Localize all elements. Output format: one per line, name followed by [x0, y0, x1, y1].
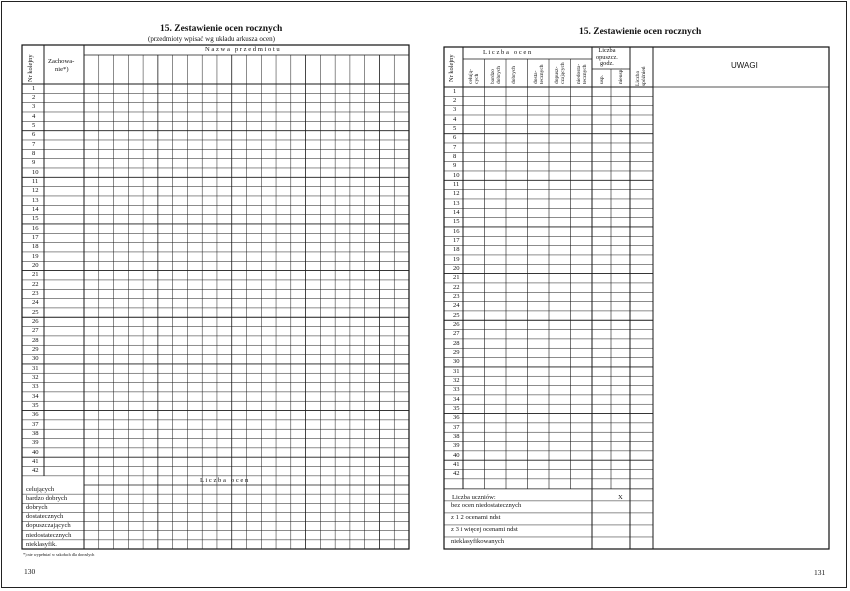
row-number: 16 — [453, 227, 460, 235]
row-number: 13 — [453, 199, 460, 207]
grade-column-label: niedosta- tecznych — [575, 63, 588, 84]
row-number: 38 — [453, 433, 460, 440]
hours-column-label: nieusp. — [618, 68, 624, 84]
row-number: 36 — [32, 411, 39, 419]
row-number: 31 — [32, 364, 39, 372]
row-number: 37 — [453, 423, 460, 431]
summary-label: bez ocen niedostatecznych — [451, 502, 522, 510]
row-number: 14 — [32, 206, 39, 214]
row-number: 26 — [453, 321, 460, 329]
row-number: 12 — [32, 187, 39, 195]
summary-label: nieklasyfikowanych — [451, 538, 505, 546]
right-summary-students: Liczba uczniów: — [452, 494, 496, 501]
grade-column-label: dopusz- czających — [554, 62, 566, 84]
row-number: 32 — [453, 377, 460, 385]
row-number: 4 — [32, 112, 36, 120]
grade-column-label: dosta- tecznych — [532, 64, 545, 84]
row-number: 2 — [32, 94, 36, 102]
summary-label: dostatecznych — [26, 513, 64, 521]
summary-label: z 1 2 ocenami ndst — [451, 514, 501, 522]
row-number: 23 — [32, 290, 39, 298]
row-number: 20 — [32, 262, 39, 270]
row-number: 29 — [32, 346, 39, 354]
right-header-grades: L i c z b a o c e n — [483, 49, 532, 56]
row-number: 10 — [32, 168, 39, 176]
row-number: 3 — [453, 106, 457, 114]
row-number: 13 — [32, 196, 39, 204]
left-header-grades: L i c z b a o c e n — [200, 477, 249, 484]
left-col-behavior-1: Zachowa- — [48, 58, 75, 65]
summary-label: dobrych — [26, 504, 48, 512]
row-number: 32 — [32, 374, 39, 382]
row-number: 25 — [32, 308, 39, 316]
left-subtitle: (przedmioty wpisać wg układu arkusza ocen) — [148, 35, 275, 43]
row-number: 35 — [453, 405, 460, 413]
row-number: 19 — [453, 255, 460, 263]
hours-column-label: usp. — [599, 74, 605, 84]
summary-label: z 3 i więcej ocenami ndst — [451, 526, 518, 534]
row-number: 18 — [453, 246, 460, 254]
left-header-subjects: N a z w a p r z e d m i o t u — [205, 46, 280, 53]
row-number: 3 — [32, 103, 36, 111]
row-number: 28 — [32, 336, 39, 344]
right-header-hours: Liczba opuszcz. godz. — [596, 47, 618, 67]
row-number: 28 — [453, 339, 460, 347]
right-page-number: 131 — [814, 568, 826, 577]
row-number: 12 — [453, 190, 460, 198]
row-number: 18 — [32, 243, 39, 251]
right-col-late: Liczba spóźnień — [635, 66, 647, 86]
right-col-remarks: UWAGI — [731, 61, 758, 70]
row-number: 39 — [453, 442, 460, 450]
row-number: 15 — [32, 215, 39, 223]
row-number: 36 — [453, 414, 460, 422]
row-number: 42 — [453, 470, 460, 478]
row-number: 14 — [453, 209, 460, 217]
row-number: 7 — [32, 140, 36, 148]
row-number: 5 — [453, 125, 457, 133]
row-number: 42 — [32, 467, 39, 475]
left-footnote: *) nie wypełniać w szkołach dla dorosłych — [23, 552, 95, 557]
right-title: 15. Zestawienie ocen rocznych — [579, 27, 702, 37]
row-number: 7 — [453, 143, 457, 151]
row-number: 24 — [32, 299, 39, 307]
summary-label: niedostatecznych — [26, 531, 72, 539]
row-number: 10 — [453, 171, 460, 179]
row-number: 20 — [453, 265, 460, 273]
right-summary-mark: X — [618, 494, 623, 501]
row-number: 30 — [453, 358, 460, 366]
left-col-nr-label: Nr kolejny — [27, 54, 34, 82]
summary-label: bardzo dobrych — [26, 495, 68, 503]
row-number: 16 — [32, 224, 39, 232]
summary-label: nieklasyfik. — [26, 540, 57, 548]
row-number: 9 — [453, 162, 457, 170]
row-number: 22 — [453, 283, 460, 291]
right-col-nr-label: Nr kolejny — [448, 54, 455, 82]
row-number: 25 — [453, 311, 460, 319]
row-number: 34 — [453, 395, 460, 403]
row-number: 11 — [32, 178, 39, 186]
row-number: 9 — [32, 159, 36, 167]
grade-column-label: dobrych — [511, 65, 517, 84]
row-number: 35 — [32, 402, 39, 410]
row-number: 27 — [453, 330, 460, 338]
left-col-behavior-2: nie*) — [55, 66, 69, 73]
row-number: 17 — [453, 237, 460, 245]
row-number: 34 — [32, 392, 39, 400]
summary-label: dopuszczających — [26, 522, 71, 530]
row-number: 11 — [453, 181, 460, 189]
row-number: 8 — [32, 150, 36, 158]
row-number: 24 — [453, 302, 460, 310]
row-number: 31 — [453, 367, 460, 375]
grade-column-label: bardzo dobrych — [489, 65, 502, 84]
row-number: 41 — [32, 458, 39, 465]
row-number: 38 — [32, 430, 39, 437]
row-number: 37 — [32, 420, 39, 428]
row-number: 40 — [453, 451, 460, 459]
row-number: 1 — [32, 84, 36, 92]
row-number: 19 — [32, 252, 39, 260]
row-number: 6 — [453, 134, 457, 142]
row-number: 41 — [453, 461, 460, 468]
row-number: 22 — [32, 280, 39, 288]
row-number: 15 — [453, 218, 460, 226]
row-number: 4 — [453, 115, 457, 123]
grade-column-label: celują- cych — [468, 69, 480, 84]
row-number: 27 — [32, 327, 39, 335]
summary-label: celujących — [26, 485, 55, 493]
row-number: 39 — [32, 439, 39, 447]
row-number: 17 — [32, 234, 39, 242]
row-number: 23 — [453, 293, 460, 301]
left-page-number: 130 — [24, 567, 36, 576]
row-number: 33 — [453, 386, 460, 394]
row-number: 2 — [453, 97, 457, 105]
row-number: 21 — [453, 274, 460, 282]
row-number: 8 — [453, 153, 457, 161]
row-number: 33 — [32, 383, 39, 391]
row-number: 1 — [453, 87, 457, 95]
row-number: 30 — [32, 355, 39, 363]
row-number: 5 — [32, 122, 36, 130]
row-number: 21 — [32, 271, 39, 279]
left-title: 15. Zestawienie ocen rocznych — [160, 24, 283, 34]
row-number: 26 — [32, 318, 39, 326]
row-number: 40 — [32, 448, 39, 456]
row-number: 29 — [453, 349, 460, 357]
row-number: 6 — [32, 131, 36, 139]
